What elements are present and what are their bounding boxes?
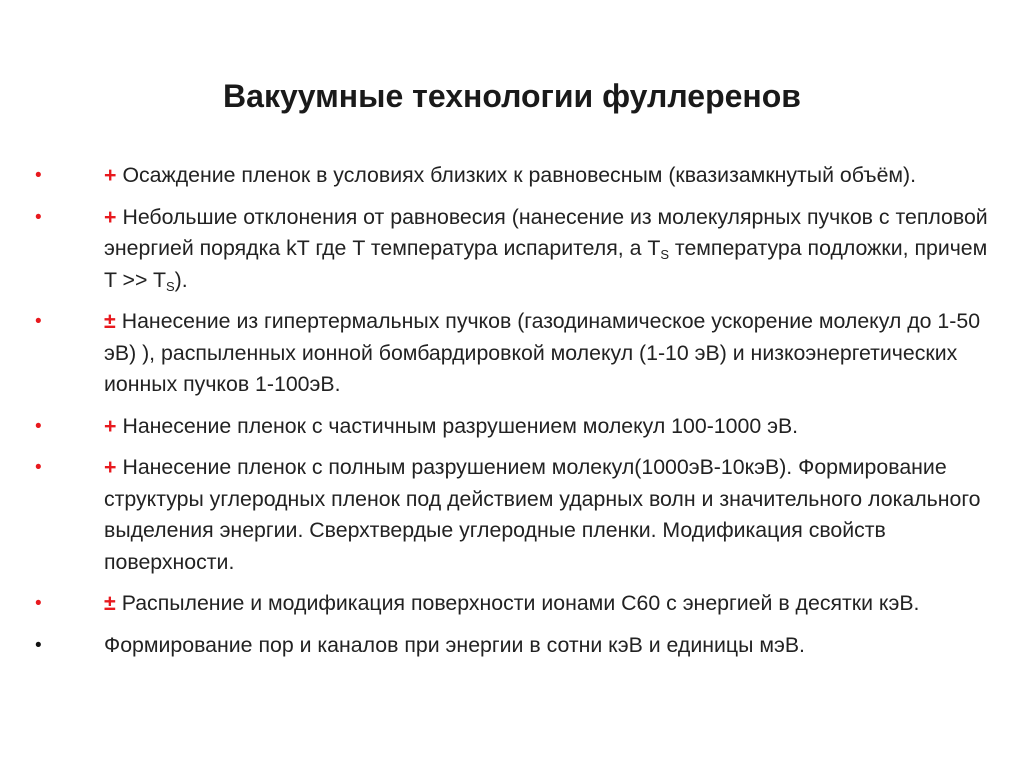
item-text: Нанесение пленок с полным разрушением молекул(1000эВ-10кэВ). Формирование структуры углеродных пленок под действием ударных волн и значительного локального выделения энергии. Сверхтвердые углеродные пленки. Модификация свойств поверхности. — [104, 455, 981, 574]
item-text: Распыление и модификация поверхности ионами С60 с энергией в десятки кэВ. — [121, 591, 920, 615]
bullet-icon: • — [35, 165, 42, 186]
plus-icon: + — [104, 204, 117, 229]
plus-icon: + — [104, 413, 117, 438]
item-text: Небольшие отклонения от равновесия (нанесение из молекулярных пучков с тепловой энергией порядка kT где T температура испарителя, а T — [104, 204, 988, 260]
item-text: Нанесение из гипертермальных пучков (газодинамическое ускорение молекул до 1-50 эВ) ), распыленных ионной бомбардировкой молекул (1-10 эВ) и низкоэнергетических ионных пучков 1-100эВ. — [104, 309, 981, 396]
plus-icon: + — [104, 455, 117, 479]
slide-title: Вакуумные технологии фуллеренов — [223, 78, 801, 114]
list-item — [0, 588, 1024, 620]
plus-icon: + — [104, 163, 117, 187]
bullet-icon: • — [35, 634, 42, 656]
plus-minus-icon: ± — [104, 591, 116, 615]
bullet-list — [0, 160, 1024, 671]
item-text: Нанесение пленок с частичным разрушением молекул 100-1000 эВ. — [122, 413, 799, 438]
subscript: S — [660, 247, 670, 262]
bullet-icon: • — [35, 457, 42, 478]
subscript: S — [165, 278, 175, 294]
bullet-icon: • — [35, 311, 42, 332]
item-text: температура подложки, причем T >> T — [104, 236, 988, 292]
bullet-icon: • — [35, 415, 42, 437]
list-item — [0, 202, 1024, 297]
list-item — [0, 306, 1024, 401]
item-text: Осаждение пленок в условиях близких к равновесным (квазизамкнутый объём). — [122, 163, 917, 187]
item-text: Формирование пор и каналов при энергии в сотни кэВ и единицы мэВ. — [104, 632, 805, 657]
item-text: ). — [174, 267, 188, 292]
bullet-icon: • — [35, 206, 42, 228]
bullet-icon: • — [35, 593, 42, 614]
list-item — [0, 630, 1024, 662]
list-item — [0, 411, 1024, 443]
list-item — [0, 452, 1024, 578]
plus-minus-icon: ± — [104, 309, 116, 333]
list-item — [0, 160, 1024, 192]
